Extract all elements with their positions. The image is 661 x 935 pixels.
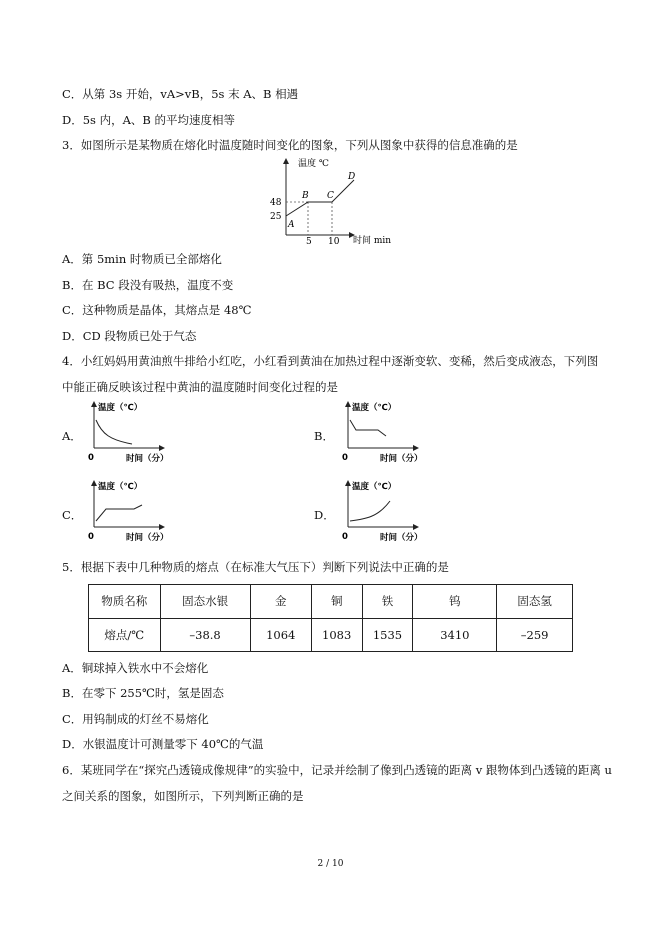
q4-graph-d: [340, 477, 440, 545]
q3-option-a: A．第 5min 时物质已全部熔化: [62, 252, 222, 266]
table-header-cell: 金: [250, 585, 311, 619]
table-header-cell: 钨: [413, 585, 497, 619]
q3-ytick-25: 25: [270, 212, 282, 222]
table-header-cell: 物质名称: [89, 585, 161, 619]
table-row: [89, 585, 573, 619]
q3-xtick-10: 10: [328, 237, 340, 247]
table-header-cell: 固态氢: [497, 585, 573, 619]
q4-option-d-label: D．: [314, 508, 335, 522]
q5-option-a: A．铜球掉入铁水中不会熔化: [62, 661, 209, 675]
q4-c-ylabel: 温度（℃）: [98, 482, 143, 492]
page-number: 2 / 10: [317, 859, 344, 869]
table-header-cell: 铜: [311, 585, 362, 619]
q3-ytick-48: 48: [270, 198, 282, 208]
q4-c-curve: [96, 505, 142, 521]
q3-xtick-5: 5: [306, 237, 312, 247]
q4-a-origin: 0: [88, 453, 94, 463]
q4-a-ylabel: 温度（℃）: [98, 403, 143, 413]
q5-option-b: B．在零下 255℃时，氢是固态: [62, 686, 224, 700]
q3-curve: [286, 180, 354, 216]
table-header-cell: 铁: [362, 585, 413, 619]
q3-point-d: D: [348, 172, 356, 182]
q2-option-c: C．从第 3s 开始，vA>vB，5s 末 A、B 相遇: [62, 87, 299, 101]
q5-melting-point-table: [88, 584, 573, 652]
q3-option-d: D．CD 段物质已处于气态: [62, 329, 197, 343]
q4-c-xlabel: 时间（分）: [126, 533, 169, 543]
q4-option-a-label: A．: [62, 429, 82, 443]
q3-option-c: C．这种物质是晶体，其熔点是 48℃: [62, 303, 252, 317]
q4-graph-c: [86, 477, 186, 545]
q4-b-ylabel: 温度（℃）: [352, 403, 397, 413]
table-cell: 1535: [362, 618, 413, 652]
q4-b-xlabel: 时间（分）: [380, 454, 423, 464]
q5-stem: 5．根据下表中几种物质的熔点（在标准大气压下）判断下列说法中正确的是: [62, 560, 449, 574]
table-cell: –259: [497, 618, 573, 652]
table-header-cell: 固态水银: [160, 585, 250, 619]
q4-a-curve: [96, 420, 132, 444]
q5-option-c: C．用钨制成的灯丝不易熔化: [62, 712, 209, 726]
q3-xlabel: 时间 min: [353, 236, 392, 246]
q2-option-d: D．5s 内，A、B 的平均速度相等: [62, 113, 236, 127]
q4-d-xlabel: 时间（分）: [380, 533, 423, 543]
q3-ylabel: 温度 ℃: [298, 159, 329, 169]
q3-point-b: B: [302, 191, 309, 201]
table-row: [89, 618, 573, 652]
q4-option-b-label: B．: [314, 429, 334, 443]
table-cell: 3410: [413, 618, 497, 652]
q4-graph-b: [340, 398, 440, 466]
q4-d-ylabel: 温度（℃）: [352, 482, 397, 492]
q4-d-curve: [350, 501, 390, 521]
q4-stem-line1: 4．小红妈妈用黄油煎牛排给小红吃，小红看到黄油在加热过程中逐渐变软、变稀，然后变成液态，下列图: [62, 354, 599, 368]
q3-point-c: C: [327, 191, 334, 201]
table-cell: –38.8: [160, 618, 250, 652]
q4-option-c-label: C．: [62, 508, 83, 522]
q4-c-origin: 0: [88, 532, 94, 542]
q4-b-origin: 0: [342, 453, 348, 463]
q4-stem-line2: 中能正确反映该过程中黄油的温度随时间变化过程的是: [62, 380, 338, 394]
q4-graph-a: [86, 398, 186, 466]
q3-stem: 3．如图所示是某物质在熔化时温度随时间变化的图象，下列从图象中获得的信息准确的是: [62, 138, 518, 152]
q4-a-xlabel: 时间（分）: [126, 454, 169, 464]
q5-option-d: D．水银温度计可测量零下 40℃的气温: [62, 737, 264, 751]
q3-point-a: A: [288, 220, 295, 230]
table-cell: 1083: [311, 618, 362, 652]
q6-stem-line1: 6．某班同学在“探究凸透镜成像规律”的实验中，记录并绘制了像到凸透镜的距离 v 跟物体到凸透镜的距离 u: [62, 763, 612, 777]
q4-b-curve: [350, 420, 386, 436]
q6-stem-line2: 之间关系的图象，如图所示，下列判断正确的是: [62, 789, 304, 803]
table-cell: 熔点/℃: [89, 618, 161, 652]
q3-melting-chart: [262, 155, 402, 247]
table-cell: 1064: [250, 618, 311, 652]
q3-option-b: B．在 BC 段没有吸热，温度不变: [62, 278, 234, 292]
q4-d-origin: 0: [342, 532, 348, 542]
